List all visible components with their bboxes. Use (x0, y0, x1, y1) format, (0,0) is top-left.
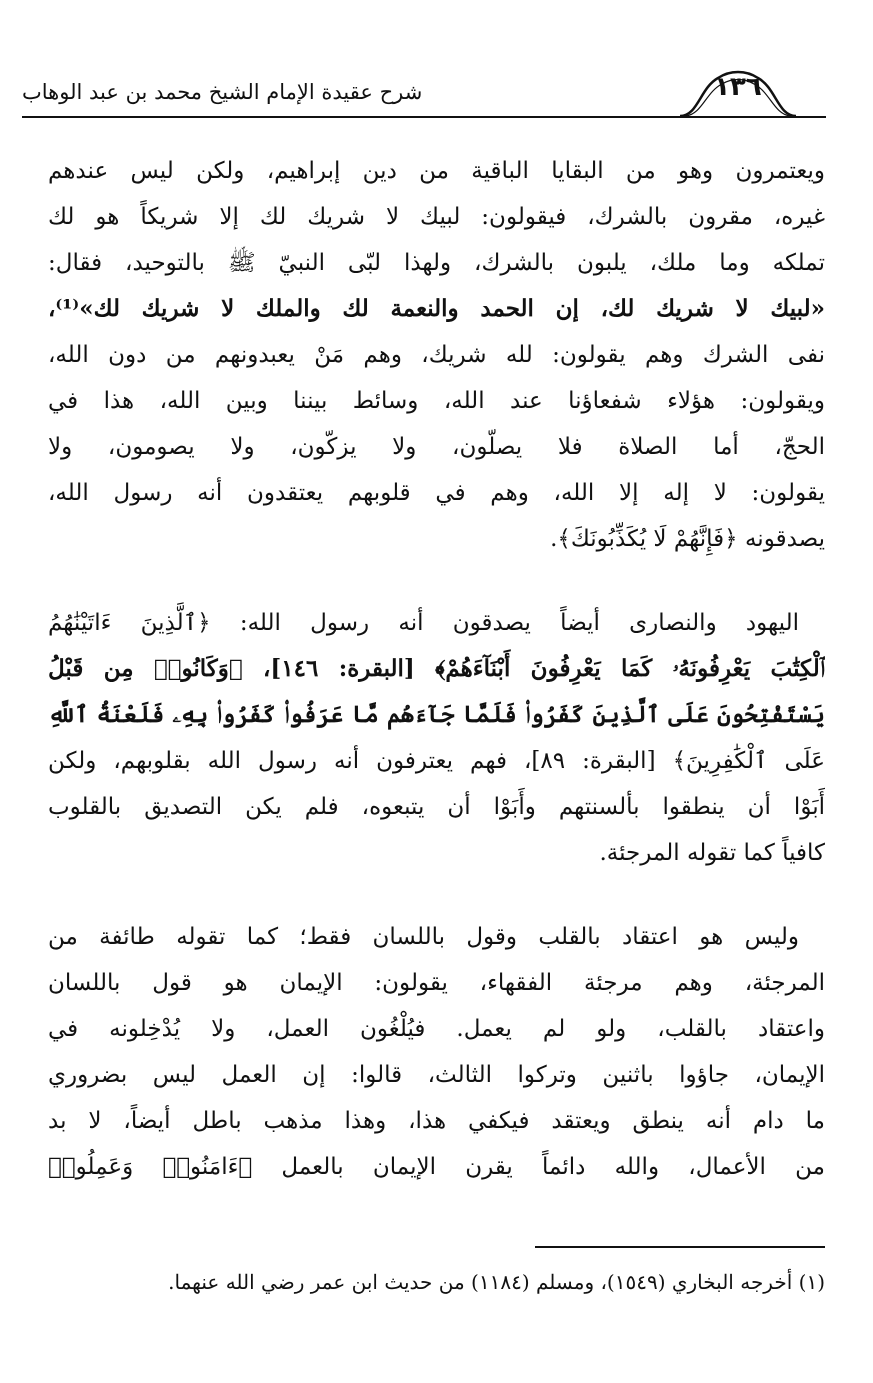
text-line: الإيمان، جاؤوا باثنين وتركوا الثالث، قالوا: إن العمل ليس بضروري (48, 1062, 825, 1088)
header-rule (22, 116, 826, 118)
text-line: تملكه وما ملك، يلبون بالشرك، ولهذا لبّى النبيّ ﷺ بالتوحيد، فقال: (48, 250, 825, 276)
text-line: يقولون: لا إله إلا الله، وهم في قلوبهم يعتقدون أنه رسول الله، (48, 480, 825, 506)
text-line: المرجئة، وهم مرجئة الفقهاء، يقولون: الإيمان هو قول باللسان (48, 970, 825, 996)
talbiyah-line: «لبيك لا شريك لك، إن الحمد والنعمة لك والملك لا شريك لك»⁽¹⁾، (48, 295, 825, 322)
text-line: أَبَوْا أن ينطقوا بألسنتهم وأَبَوْا أن يتبعوه، فلم يكن التصديق بالقلوب (48, 794, 825, 820)
page-number: ١٣٦ (714, 72, 762, 102)
quran-line: ٱلْكِتَٰبَ يَعْرِفُونَهُۥ كَمَا يَعْرِفُونَ أَبْنَآءَهُمْ﴾ [البقرة: ١٤٦]، ﴿وَكَانُوا۟ مِن قَبْلُ (48, 655, 825, 682)
text-line: ما دام أنه ينطق ويعتقد فيكفي هذا، وهذا مذهب باطل أيضاً، لا بد (48, 1108, 825, 1134)
page-header (22, 58, 826, 118)
text-line: يصدقونه ﴿فَإِنَّهُمْ لَا يُكَذِّبُونَكَ﴾. (550, 526, 825, 552)
footnote-rule (535, 1246, 825, 1248)
footnote: (١) أخرجه البخاري (١٥٤٩)، ومسلم (١١٨٤) من حديث ابن عمر رضي الله عنهما. (168, 1270, 825, 1294)
quran-line: يَسْتَفْتِحُونَ عَلَى ٱلَّذِينَ كَفَرُوا۟ فَلَمَّا جَآءَهُم مَّا عَرَفُوا۟ كَفَرُوا۟ بِهِۦ فَلَعْنَةُ ٱللَّهِ (48, 701, 825, 728)
paragraph-3 (48, 914, 825, 1190)
text-line: غيره، مقرون بالشرك، فيقولون: لبيك لا شريك لك إلا شريكاً هو لك (48, 204, 825, 230)
paragraph-1 (48, 148, 825, 562)
text-line: ويقولون: هؤلاء شفعاؤنا عند الله، وسائط بيننا وبين الله، هذا في (48, 388, 825, 414)
text-line: عَلَى ٱلْكَٰفِرِينَ﴾ [البقرة: ٨٩]، فهم يعترفون أنه رسول الله بقلوبهم، ولكن (48, 748, 825, 774)
text-line: من الأعمال، والله دائماً يقرن الإيمان بالعمل ﴿ءَامَنُوا۟ وَعَمِلُوا۟ (48, 1154, 825, 1180)
text-line: اليهود والنصارى أيضاً يصدقون أنه رسول الله: ﴿ٱلَّذِينَ ءَاتَيْنَٰهُمُ (48, 610, 799, 636)
text-line: نفى الشرك وهم يقولون: لله شريك، وهم مَنْ يعبدونهم من دون الله، (48, 342, 825, 368)
running-title: شرح عقيدة الإمام الشيخ محمد بن عبد الوهاب (22, 80, 423, 104)
text-line: ويعتمرون وهو من البقايا الباقية من دين إبراهيم، ولكن ليس عندهم (48, 158, 825, 184)
paragraph-2 (48, 600, 825, 876)
text-line: الحجّ، أما الصلاة فلا يصلّون، ولا يزكّون، ولا يصومون، ولا (48, 434, 825, 460)
text-line: كافياً كما تقوله المرجئة. (599, 840, 825, 866)
body-text (48, 148, 825, 1190)
text-line: وليس هو اعتقاد بالقلب وقول باللسان فقط؛ كما تقوله طائفة من (48, 924, 799, 950)
text-line: واعتقاد بالقلب، ولو لم يعمل. فيُلْغُون العمل، ولا يُدْخِلونه في (48, 1016, 825, 1042)
